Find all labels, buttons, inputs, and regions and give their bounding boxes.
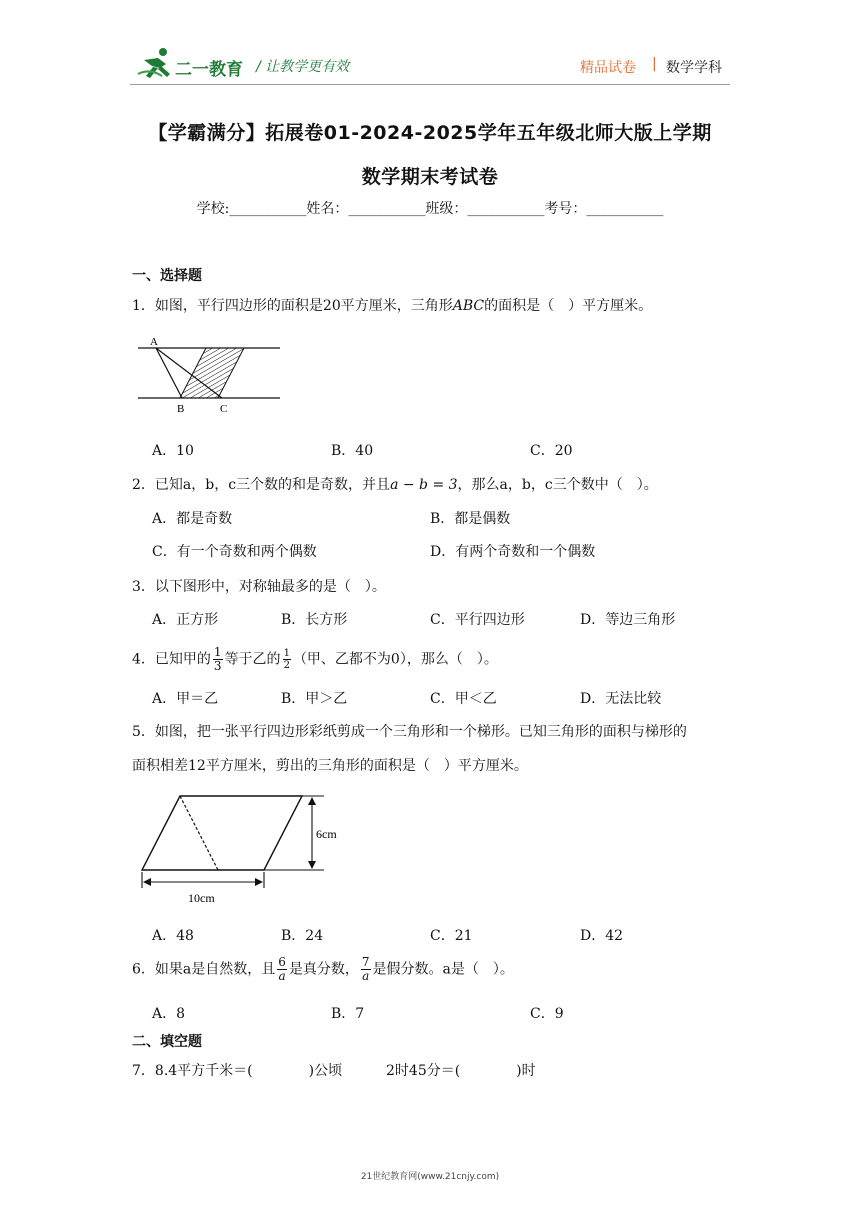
q4-option-c[interactable]: C．甲＜乙 (430, 691, 497, 707)
q4-f1-den: 3 (213, 659, 222, 673)
q6-fraction-1 (277, 956, 287, 983)
q4-option-d[interactable]: D．无法比较 (580, 691, 662, 707)
page-footer: 21世纪教育网(www.21cnjy.com) (360, 1172, 500, 1182)
q1-label-b: B (177, 403, 185, 415)
question-1 (132, 295, 652, 315)
q4-text-b: 等于乙的 (224, 651, 281, 668)
q2-text-b: ，那么a，b，c三个数中（ ）。 (457, 477, 658, 493)
q2-option-b[interactable]: B．都是偶数 (430, 511, 511, 527)
section-fill-blank: 二、填空题 (132, 1034, 202, 1050)
q6-option-c[interactable]: C．9 (530, 1006, 564, 1022)
section-choice: 一、选择题 (132, 268, 202, 284)
q6-text-b: 是真分数， (288, 961, 359, 978)
q5-cut-line (180, 796, 218, 870)
header (0, 0, 860, 90)
q6-f1-num: 6 (278, 955, 286, 969)
q5-option-a[interactable]: A．48 (152, 928, 194, 944)
q6-option-b[interactable]: B．7 (331, 1006, 365, 1022)
q6-text-a: 6．如果a是自然数，且 (132, 961, 276, 978)
question-4 (132, 646, 498, 673)
q1-option-b[interactable]: B．40 (331, 443, 374, 459)
q2-option-c[interactable]: C．有一个奇数和两个偶数 (152, 544, 317, 560)
q3-option-a[interactable]: A．正方形 (152, 612, 219, 628)
q6-f2-den: a (362, 969, 370, 983)
q4-fraction-2 (283, 648, 291, 671)
q4-fraction-1 (213, 646, 223, 673)
q4-f2-num: 1 (283, 648, 290, 659)
q1-label-c: C (220, 403, 228, 415)
q5-option-c[interactable]: C．21 (430, 928, 473, 944)
page-title-line2: 数学期末考试卷 (361, 166, 499, 188)
q1-figure (136, 332, 282, 416)
q5-base-arrow-left-icon (143, 878, 151, 886)
q3-option-c[interactable]: C．平行四边形 (430, 612, 525, 628)
slogan: / 让教学更有效 (256, 59, 350, 75)
logo-text: 二一教育 (175, 60, 243, 80)
q4-f1-num: 1 (213, 645, 222, 659)
header-divider (130, 84, 730, 85)
q5-option-b[interactable]: B．24 (281, 928, 324, 944)
question-3: 3．以下图形中，对称轴最多的是（ ）。 (132, 579, 386, 595)
q6-text-c: 是假分数。a是（ ）。 (372, 961, 514, 978)
q1-text-a: 1．如图，平行四边形的面积是20平方厘米，三角形 (132, 298, 453, 314)
q2-equation: a − b = 3 (390, 477, 458, 493)
q4-f2-den: 2 (283, 660, 290, 671)
q3-option-b[interactable]: B．长方形 (281, 612, 348, 628)
q1-option-a[interactable]: A．10 (152, 443, 194, 459)
q5-parallelogram (142, 796, 302, 870)
q1-label-a: A (150, 336, 158, 348)
q4-option-a[interactable]: A．甲＝乙 (152, 691, 219, 707)
runner-logo-icon (136, 46, 176, 80)
tag-separator: | (652, 56, 657, 72)
question-7-part2: 2时45分＝( )时 (386, 1063, 536, 1079)
question-5-line1: 5．如图，把一张平行四边形彩纸剪成一个三角形和一个梯形。已知三角形的面积与梯形的 (132, 724, 687, 740)
q1-line-ab (156, 348, 182, 398)
q3-option-d[interactable]: D．等边三角形 (580, 612, 676, 628)
question-7-part1: 7．8.4平方千米＝( )公顷 (132, 1063, 343, 1079)
q2-text-a: 2．已知a，b，c三个数的和是奇数，并且 (132, 477, 391, 493)
q1-text-em: ABC (452, 298, 485, 314)
q2-option-d[interactable]: D．有两个奇数和一个偶数 (430, 544, 596, 560)
q5-figure (136, 790, 356, 908)
question-6 (132, 956, 514, 983)
q5-height-arrow-up-icon (308, 797, 316, 805)
tag-quality: 精品试卷 (580, 60, 636, 76)
q5-height-arrow-down-icon (308, 861, 316, 869)
student-info-line: 学校:___________姓名：___________班级：___________考号：___________ (196, 201, 664, 217)
q4-option-b[interactable]: B．甲＞乙 (281, 691, 348, 707)
tag-subject: 数学学科 (666, 60, 722, 76)
q4-text-c: （甲、乙都不为0），那么（ ）。 (292, 651, 498, 668)
q6-option-a[interactable]: A．8 (152, 1006, 186, 1022)
q5-option-d[interactable]: D．42 (580, 928, 624, 944)
q6-fraction-2 (361, 956, 371, 983)
q1-text-b: 的面积是（ ）平方厘米。 (484, 298, 653, 314)
q6-f1-den: a (278, 969, 286, 983)
q4-text-a: 4．已知甲的 (132, 651, 211, 668)
question-5-line2: 面积相差12平方厘米，剪出的三角形的面积是（ ）平方厘米。 (132, 758, 528, 774)
q5-base-arrow-right-icon (255, 878, 263, 886)
q2-option-a[interactable]: A．都是奇数 (152, 511, 233, 527)
q6-f2-num: 7 (361, 955, 370, 969)
page-title-line1: 【学霸满分】拓展卷01-2024-2025学年五年级北师大版上学期 (148, 122, 712, 144)
q5-height-label: 6cm (316, 827, 337, 841)
q5-base-label: 10cm (188, 891, 215, 905)
question-2 (132, 474, 658, 494)
q1-option-c[interactable]: C．20 (530, 443, 573, 459)
